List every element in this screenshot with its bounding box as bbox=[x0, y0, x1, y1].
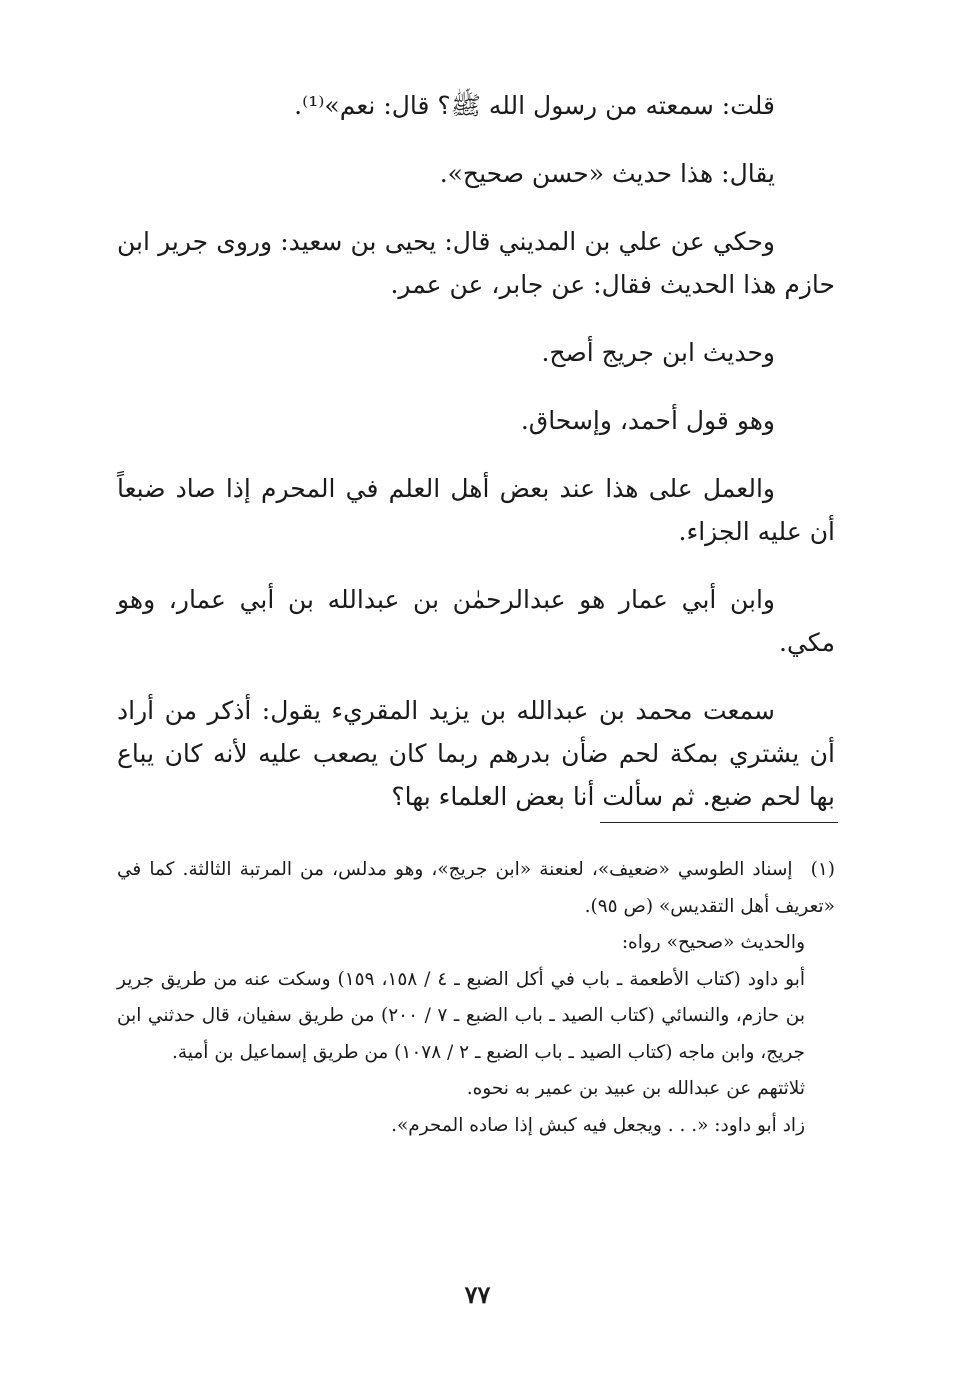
paragraph: يقال: هذا حديث «حسن صحيح». bbox=[439, 159, 775, 188]
paragraph: سمعت محمد بن عبدالله بن يزيد المقريء يقول: أذكر من أراد أن يشتري بمكة لحم ضأن بدرهم ربما كان يصعب عليه لأنه كان يباع بها لحم ضبع. ثم سألت أنا بعض العلماء بها؟ bbox=[117, 696, 835, 811]
footnote-line: أبو داود (كتاب الأطعمة ـ باب في أكل الضبع ـ ٤ / ١٥٨، ١٥٩) وسكت عنه من طريق جرير بن حازم، والنسائي (كتاب الصيد ـ باب الضبع ـ ٧ / ٢٠٠) من طريق سفيان، قال حدثني ابن جريج، وابن ماجه (كتاب الصيد ـ باب الضبع ـ ٢ / ١٠٧٨) من طريق إسماعيل بن أمية. bbox=[117, 968, 806, 1063]
footnote-text: إسناد الطوسي «ضعيف»، لعنعنة «ابن جريج»، وهو مدلس، من المرتبة الثالثة. كما في «تعريف أهل التقديس» (ص ٩٥). bbox=[117, 859, 835, 917]
paragraph: وحكي عن علي بن المديني قال: يحيى بن سعيد: وروى جرير ابن حازم هذا الحديث فقال: عن جابر، عن عمر. bbox=[117, 227, 835, 299]
paragraph: قلت: سمعته من رسول الله ﷺ؟ قال: نعم»⁽¹⁾. bbox=[294, 91, 775, 120]
main-text bbox=[117, 84, 835, 843]
paragraph: والعمل على هذا عند بعض أهل العلم في المحرم إذا صاد ضبعاً أن عليه الجزاء. bbox=[117, 474, 835, 546]
footnote-number: (١) bbox=[810, 859, 836, 880]
footnote-line: والحديث «صحيح» رواه: bbox=[621, 932, 805, 953]
footnote-line: زاد أبو داود: «. . . ويجعل فيه كبش إذا صاده المحرم». bbox=[391, 1114, 805, 1136]
paragraph: وابن أبي عمار هو عبدالرحمٰن بن عبدالله بن أبي عمار، وهو مكي. bbox=[117, 585, 835, 657]
footnote-item bbox=[117, 852, 835, 925]
footnote-divider bbox=[600, 822, 838, 823]
paragraph: وهو قول أحمد، وإسحاق. bbox=[520, 406, 775, 435]
footnote-line: ثلاثتهم عن عبدالله بن عبيد بن عمير به نحوه. bbox=[466, 1078, 805, 1099]
page-number: ٧٧ bbox=[464, 1280, 491, 1309]
footnotes bbox=[117, 852, 835, 1144]
paragraph: وحديث ابن جريج أصح. bbox=[541, 338, 775, 367]
